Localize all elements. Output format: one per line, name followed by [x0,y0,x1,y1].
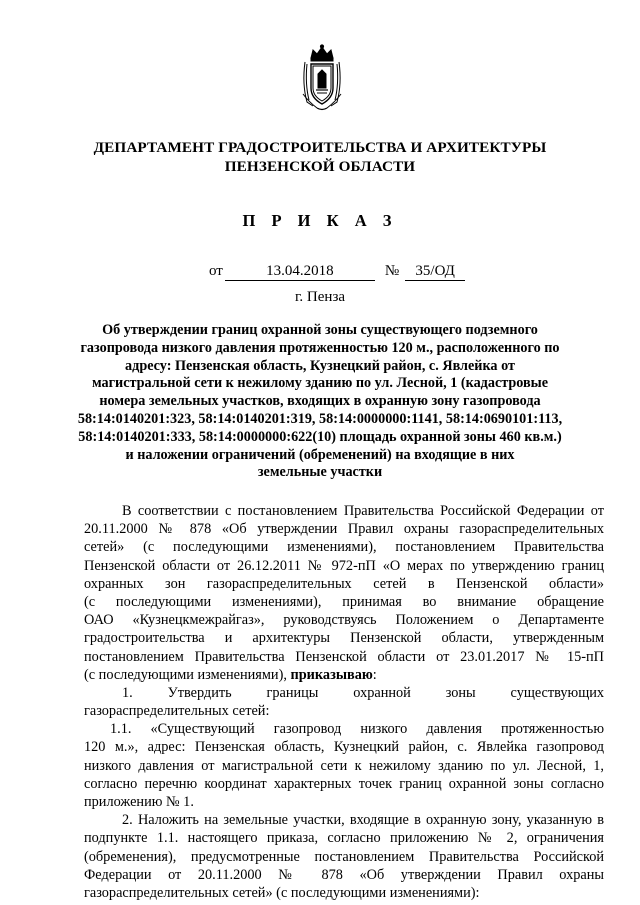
item-word: 1. [122,684,133,701]
date-number-line [209,262,465,281]
body-line: приложению № 1. [84,794,194,810]
body-line: низкого давления от магистральной сети к нежилому зданию по ул. Лесной, 1, [84,757,604,774]
order-keyword: приказываю [290,666,373,683]
department-name [60,138,580,176]
department-line-1: ДЕПАРТАМЕНТ ГРАДОСТРОИТЕЛЬСТВА И АРХИТЕКТУРЫ [93,139,547,156]
body-line [84,666,604,684]
order-body [84,502,604,902]
body-line: сетей» (с последующими изменениями), постановлением Правительства [84,539,604,556]
date-prefix: от [209,263,223,279]
body-line: согласно перечню координат характерных точек границ охранной зоны согласно [84,775,604,792]
item-word: границы [266,684,319,701]
body-line: охранных зон газораспределительных сетей в Пензенской области» [84,575,604,592]
body-line: 1.1. «Существующий газопровод низкого давления протяженностью [110,721,604,738]
body-line: градостроительства и архитектуры Пензенской области, утвержденным [84,630,604,647]
body-line: Федерации от 20.11.2000 № 878 «Об утверждении Правил охраны [84,866,604,883]
body-line: В соответствии с постановлением Правительства Российской Федерации от [122,503,604,519]
order-subject [70,322,570,482]
item-1-line [84,684,604,702]
order-number: 35/ОД [405,263,465,281]
body-line: газораспределительных сетей: [84,703,270,720]
subject-line: 58:14:0140201:333, 58:14:0000000:622(10) площадь охранной зоны 460 кв.м.) [78,428,562,445]
subject-line: газопровода низкого давления протяженностью 120 м., расположенного по [80,339,560,356]
subject-line: адресу: Пензенская область, Кузнецкий район, с. Явлейка от [125,357,515,374]
subject-line: и наложении ограничений (обременений) на входящие в них [125,446,515,463]
body-text: (с последующими изменениями), [84,666,291,683]
subject-line: магистральной сети к нежилому зданию по ул. Лесной, 1 (кадастровые [91,375,549,392]
body-line: (с последующими изменениями), принимая во внимание обращение [84,593,604,610]
body-line: газораспределительных сетей» (с последующими изменениями): [84,884,480,901]
subject-line: Об утверждении границ охранной зоны существующего подземного [102,322,538,338]
department-line-2: ПЕНЗЕНСКОЙ ОБЛАСТИ [224,158,416,175]
body-line: 120 м.», адрес: Пензенская область, Кузнецкий район, с. Явлейка газопровод [84,739,604,756]
subject-line: номера земельных участков, входящих в охранную зону газопровода [99,393,541,410]
body-line: ОАО «Кузнецкмежрайгаз», руководствуясь Положением о Департаменте [84,612,604,629]
body-line: 20.11.2000 № 878 «Об утверждении Правил охраны газораспределительных [84,521,604,538]
body-line: постановлением Правительства Пензенской области от 23.01.2017 № 15-пП [84,648,604,665]
body-line: подпункте 1.1. настоящего приказа, согласно приложению № 2, ограничения [84,830,604,847]
item-word: существующих [510,684,605,701]
item-word: зоны [445,684,476,701]
body-line: Пензенской области от 26.12.2011 № 972-пП «О мерах по утверждению границ [84,557,604,574]
number-prefix: № [384,263,400,279]
order-date: 13.04.2018 [225,263,375,281]
coat-of-arms-icon [299,44,345,112]
subject-line: 58:14:0140201:323, 58:14:0140201:319, 58:14:0000000:1141, 58:14:0690101:113, [77,410,563,427]
item-word: охранной [353,684,411,701]
body-line: 2. Наложить на земельные участки, входящие в охранную зону, указанную в [122,812,604,829]
item-word: Утвердить [167,684,232,701]
body-line: (обременения), предусмотренные постановлением Правительства Российской [84,848,604,865]
body-text: : [372,666,377,683]
city: г. Пенза [294,289,346,305]
order-title: П Р И К А З [242,211,398,230]
subject-line: земельные участки [257,464,383,481]
